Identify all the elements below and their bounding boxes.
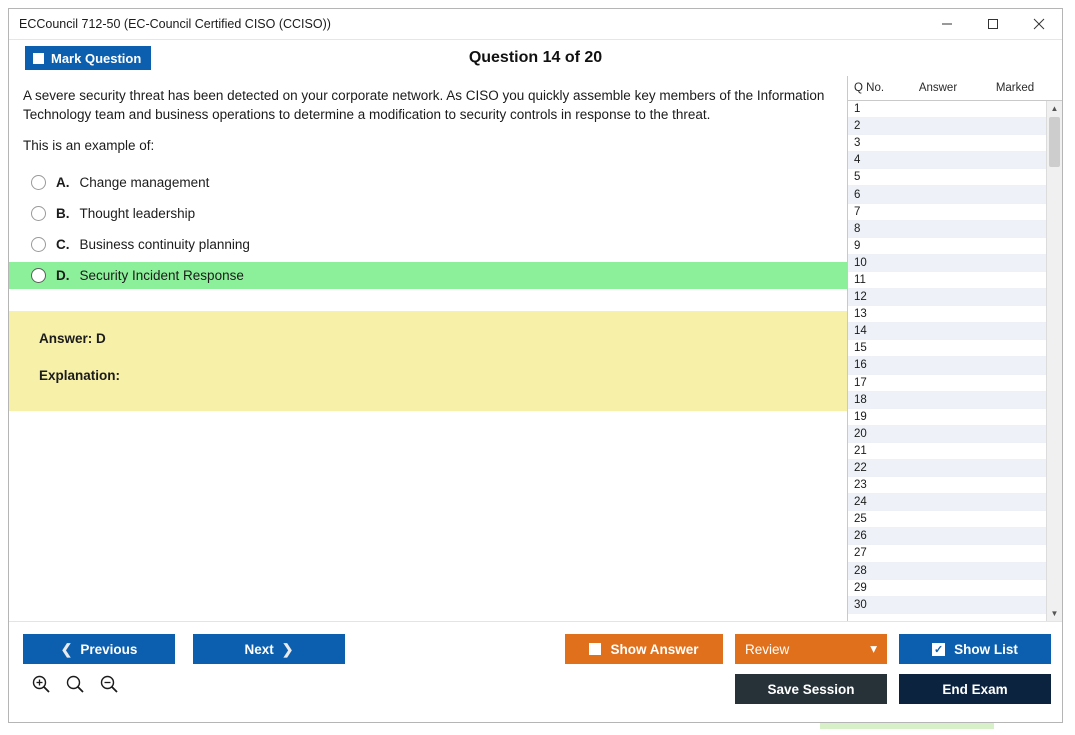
question-list-row[interactable] [848, 460, 1046, 477]
show-list-checkbox-icon: ✓ [934, 643, 944, 656]
title-bar [9, 9, 1062, 40]
question-list-row-number: 15 [854, 342, 867, 355]
question-list-row[interactable] [848, 426, 1046, 443]
option-row-c[interactable] [9, 231, 847, 258]
chevron-down-icon: ▾ [870, 641, 877, 656]
show-answer-button[interactable] [565, 634, 723, 664]
radio-icon-d[interactable] [31, 268, 46, 283]
answer-explanation-box [9, 311, 847, 411]
question-list-row-number: 26 [854, 530, 867, 543]
question-list-row[interactable] [848, 118, 1046, 135]
question-list-row-number: 29 [854, 581, 867, 594]
option-text-c: Business continuity planning [79, 237, 250, 253]
question-list-row-number: 25 [854, 513, 867, 526]
question-list-row-number: 11 [854, 273, 866, 286]
exam-footer [9, 621, 1062, 722]
question-list-row[interactable] [848, 443, 1046, 460]
question-list-row-number: 19 [854, 410, 867, 423]
question-list-row[interactable] [848, 272, 1046, 289]
zoom-reset-icon[interactable] [65, 674, 85, 694]
question-list-row[interactable] [848, 375, 1046, 392]
question-list-row[interactable] [848, 135, 1046, 152]
option-letter-c: C. [56, 237, 70, 253]
option-text-d: Security Incident Response [79, 268, 244, 284]
question-list-row-number: 14 [854, 325, 867, 338]
question-list-row[interactable] [848, 580, 1046, 597]
option-text-b: Thought leadership [79, 206, 196, 222]
question-list-row[interactable] [848, 528, 1046, 545]
answer-options [9, 169, 847, 289]
question-list-row-number: 20 [854, 427, 867, 440]
question-list-row-number: 27 [854, 547, 867, 560]
question-list-row-number: 23 [854, 479, 867, 492]
question-list-row[interactable] [848, 340, 1046, 357]
question-list-row-number: 4 [854, 154, 861, 167]
option-letter-b: B. [56, 206, 70, 222]
next-button[interactable] [193, 634, 345, 664]
show-answer-checkbox-icon [589, 643, 601, 655]
scroll-up-icon[interactable]: ▲ [1050, 104, 1059, 113]
question-list-row-number: 7 [854, 205, 861, 218]
question-list-row-number: 8 [854, 222, 861, 235]
zoom-out-icon[interactable] [99, 674, 119, 694]
question-list-row-number: 10 [854, 256, 867, 269]
question-list-row[interactable] [848, 306, 1046, 323]
column-header-answer: Answer [918, 82, 958, 94]
review-dropdown[interactable] [735, 634, 887, 664]
scrollbar-thumb[interactable] [1049, 117, 1060, 167]
question-list-row-number: 17 [854, 376, 867, 389]
zoom-in-icon[interactable] [31, 674, 51, 694]
question-list-row-number: 22 [854, 462, 867, 475]
question-list-row[interactable] [848, 152, 1046, 169]
option-letter-a: A. [56, 175, 70, 191]
question-list-row-number: 12 [854, 291, 867, 304]
next-label: Next [244, 641, 274, 657]
option-row-a[interactable] [9, 169, 847, 196]
question-list-row[interactable] [848, 221, 1046, 238]
maximize-icon[interactable] [970, 9, 1016, 38]
end-exam-button[interactable] [899, 674, 1051, 704]
option-letter-d: D. [56, 268, 70, 284]
exam-window [8, 8, 1063, 723]
question-text: A severe security threat has been detected on your corporate network. As CISO you quickly assemble key members of the Information Technology team and business operations to determine a modification to security controls in response to the threat. [23, 88, 825, 123]
question-list-rows[interactable] [848, 101, 1046, 621]
window-title: ECCouncil 712-50 (EC-Council Certified CISO (CCISO)) [19, 17, 331, 31]
option-row-d[interactable] [9, 262, 847, 289]
show-list-label: Show List [954, 641, 1018, 657]
question-list-row[interactable] [848, 511, 1046, 528]
zoom-toolbar [31, 674, 119, 694]
previous-label: Previous [80, 641, 138, 657]
radio-icon-a[interactable] [31, 175, 46, 190]
question-list-row[interactable] [848, 255, 1046, 272]
question-list-row[interactable] [848, 323, 1046, 340]
review-label: Review [745, 641, 790, 657]
question-list-row[interactable] [848, 545, 1046, 562]
column-header-qno: Q No. [854, 82, 885, 94]
question-list-row-number: 3 [854, 137, 861, 150]
question-pane [9, 76, 847, 621]
question-list-row[interactable] [848, 494, 1046, 511]
mark-question-label: Mark Question [51, 50, 142, 66]
question-list-panel [847, 76, 1062, 621]
end-exam-label: End Exam [942, 681, 1008, 697]
question-list-row-number: 6 [854, 188, 861, 201]
save-session-label: Save Session [767, 681, 855, 697]
column-header-marked: Marked [995, 82, 1035, 94]
show-answer-label: Show Answer [610, 641, 699, 657]
explanation-label: Explanation: [39, 368, 121, 384]
question-list-row[interactable] [848, 204, 1046, 221]
mark-question-checkbox-icon [33, 53, 44, 64]
question-list-row[interactable] [848, 238, 1046, 255]
minimize-icon[interactable] [924, 9, 970, 38]
exam-body [9, 76, 1062, 621]
question-counter: Question 14 of 20 [468, 49, 603, 66]
radio-icon-b[interactable] [31, 206, 46, 221]
question-list-row-number: 2 [854, 120, 861, 133]
question-list-row[interactable] [848, 357, 1046, 374]
status-strip [8, 723, 1063, 731]
question-list-row[interactable] [848, 169, 1046, 186]
question-list-row-number: 13 [854, 308, 867, 321]
option-text-a: Change management [79, 175, 210, 191]
status-indicator [820, 723, 994, 729]
question-list-row[interactable] [848, 563, 1046, 580]
question-list-row-number: 5 [854, 171, 861, 184]
question-list-row-number: 9 [854, 239, 861, 252]
question-list-row[interactable] [848, 409, 1046, 426]
question-prompt: This is an example of: [23, 138, 155, 154]
previous-button[interactable] [23, 634, 175, 664]
question-list-row[interactable] [848, 597, 1046, 614]
question-list-row-number: 21 [854, 444, 867, 457]
answer-label: Answer: D [39, 331, 106, 347]
save-session-button[interactable] [735, 674, 887, 704]
exam-header [9, 40, 1062, 76]
question-list-row[interactable] [848, 101, 1046, 118]
question-list-row-number: 1 [854, 103, 861, 116]
window-controls [924, 9, 1062, 39]
question-list-row-number: 30 [854, 598, 867, 611]
question-list-row-number: 18 [854, 393, 867, 406]
question-list-row-number: 16 [854, 359, 867, 372]
question-list-scrollbar[interactable] [1046, 101, 1062, 621]
option-row-b[interactable] [9, 200, 847, 227]
chevron-right-icon: ❯ [281, 640, 294, 657]
mark-question-button[interactable] [25, 46, 151, 70]
question-list-row-number: 24 [854, 496, 867, 509]
radio-icon-c[interactable] [31, 237, 46, 252]
question-list-row[interactable] [848, 186, 1046, 203]
question-list-row-number: 28 [854, 564, 867, 577]
scroll-down-icon[interactable]: ▼ [1050, 609, 1059, 618]
question-list-header [848, 76, 1062, 101]
chevron-left-icon: ❮ [60, 640, 73, 657]
question-list-row[interactable] [848, 392, 1046, 409]
question-list-row[interactable] [848, 477, 1046, 494]
close-icon[interactable] [1016, 9, 1062, 38]
question-list-body [848, 101, 1062, 621]
show-list-button[interactable] [899, 634, 1051, 664]
question-list-row[interactable] [848, 289, 1046, 306]
